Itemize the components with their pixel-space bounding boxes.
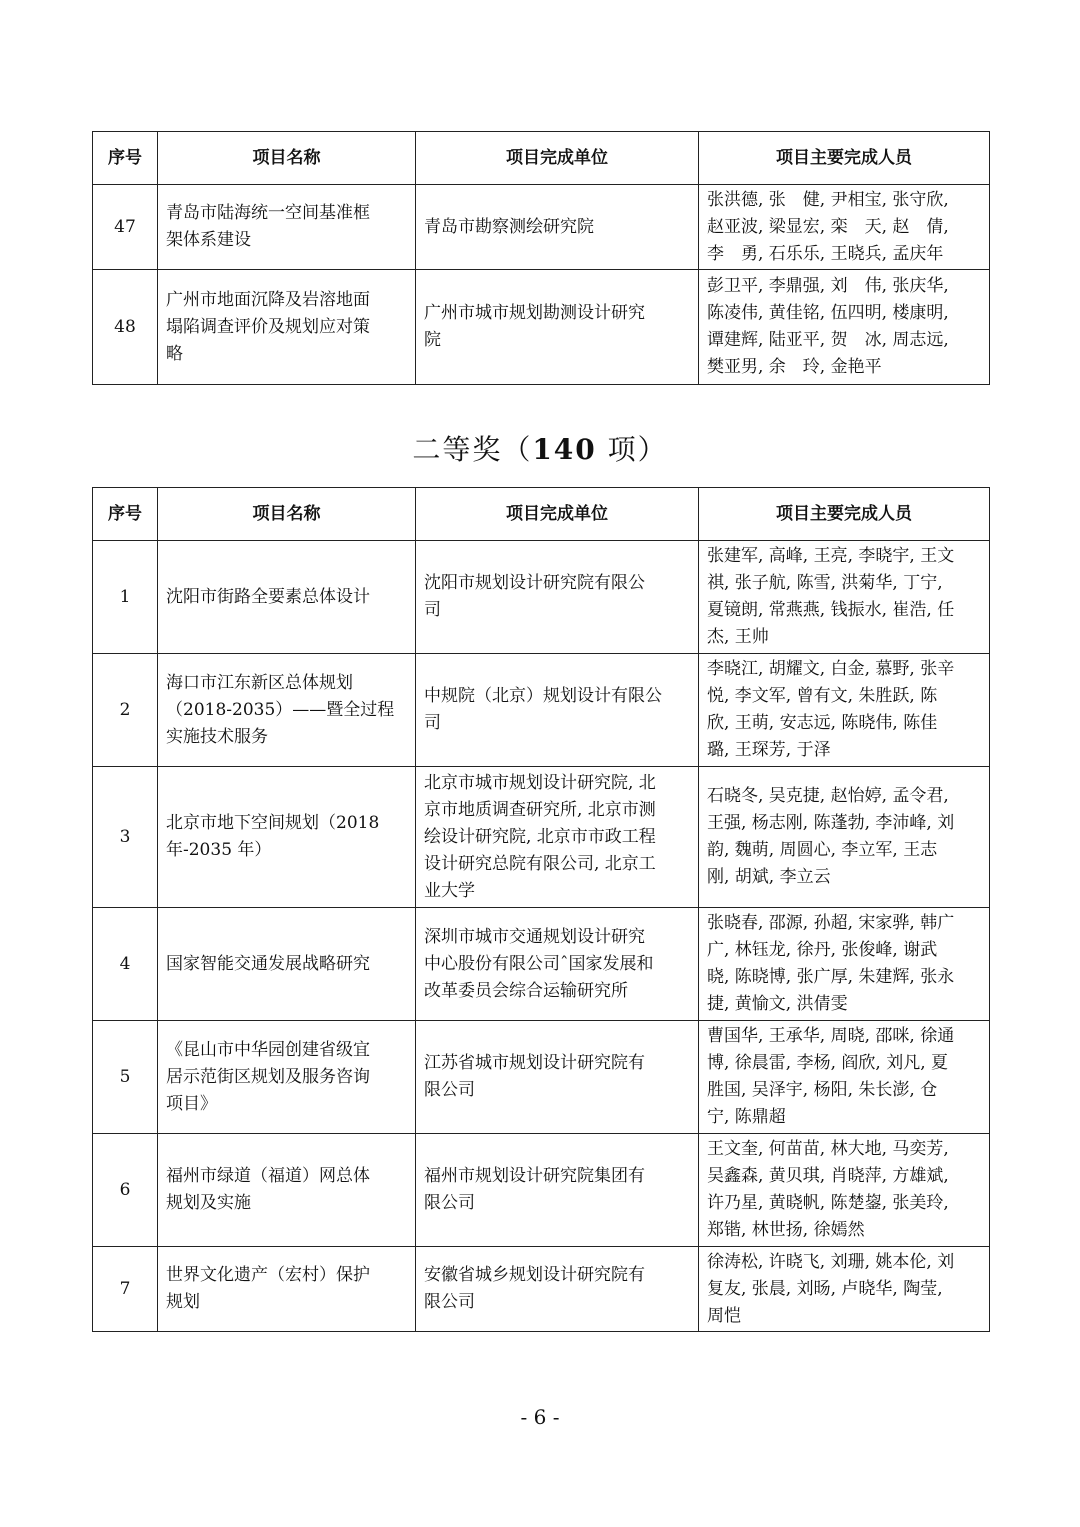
row-number: 48 bbox=[93, 270, 158, 385]
row-number: 4 bbox=[93, 908, 158, 1021]
completing-unit: 北京市城市规划设计研究院, 北 京市地质调查研究所, 北京市测 绘设计研究院, 北京市市政工程 设计研究总院有限公司, 北京工 业大学 bbox=[416, 767, 699, 908]
table-row bbox=[93, 767, 990, 908]
header-project-name: 项目名称 bbox=[158, 132, 416, 185]
second-prize-table bbox=[92, 487, 990, 1332]
table-row bbox=[93, 1021, 990, 1134]
table-row bbox=[93, 541, 990, 654]
main-personnel: 石晓冬, 吴克捷, 赵怡婷, 孟令君, 王强, 杨志刚, 陈蓬勃, 李沛峰, 刘 韵, 魏萌, 周圆心, 李立军, 王志 刚, 胡斌, 李立云 bbox=[699, 767, 990, 908]
table-row bbox=[93, 1247, 990, 1332]
table-row bbox=[93, 270, 990, 385]
completing-unit: 深圳市城市交通规划设计研究 中心股份有限公司ˆ国家发展和 改革委员会综合运输研究所 bbox=[416, 908, 699, 1021]
row-number: 3 bbox=[93, 767, 158, 908]
header-number: 序号 bbox=[93, 488, 158, 541]
project-name: 世界文化遗产（宏村）保护 规划 bbox=[158, 1247, 416, 1332]
main-personnel: 王文奎, 何苗苗, 林大地, 马奕芳, 吴鑫森, 黄贝琪, 肖晓萍, 方雄斌, 许乃星, 黄晓帆, 陈楚鋆, 张美玲, 郑锴, 林世扬, 徐嫣然 bbox=[699, 1134, 990, 1247]
first-prize-table bbox=[92, 131, 990, 385]
page-number: - 6 - bbox=[520, 1405, 560, 1429]
main-personnel: 张建军, 高峰, 王亮, 李晓宇, 王文 祺, 张子航, 陈雪, 洪菊华, 丁宁, 夏镜朗, 常燕燕, 钱振水, 崔浩, 任 杰, 王帅 bbox=[699, 541, 990, 654]
header-main-personnel: 项目主要完成人员 bbox=[699, 132, 990, 185]
main-personnel: 张晓春, 邵源, 孙超, 宋家骅, 韩广 广, 林钰龙, 徐丹, 张俊峰, 谢武 晓, 陈晓博, 张广厚, 朱建辉, 张永 捷, 黄愉文, 洪倩雯 bbox=[699, 908, 990, 1021]
row-number: 5 bbox=[93, 1021, 158, 1134]
header-completing-unit: 项目完成单位 bbox=[416, 488, 699, 541]
table-header-row bbox=[93, 132, 990, 185]
row-number: 1 bbox=[93, 541, 158, 654]
header-number: 序号 bbox=[93, 132, 158, 185]
project-name: 福州市绿道（福道）网总体 规划及实施 bbox=[158, 1134, 416, 1247]
main-personnel: 彭卫平, 李鼎强, 刘 伟, 张庆华, 陈凌伟, 黄佳铭, 伍四明, 楼康明, 谭建辉, 陆亚平, 贺 冰, 周志远, 樊亚男, 余 玲, 金艳平 bbox=[699, 270, 990, 385]
project-name: 《昆山市中华园创建省级宜 居示范街区规划及服务咨询 项目》 bbox=[158, 1021, 416, 1134]
table-row bbox=[93, 1134, 990, 1247]
project-name: 沈阳市街路全要素总体设计 bbox=[158, 541, 416, 654]
table-row bbox=[93, 654, 990, 767]
project-name: 国家智能交通发展战略研究 bbox=[158, 908, 416, 1021]
project-name: 广州市地面沉降及岩溶地面 塌陷调查评价及规划应对策 略 bbox=[158, 270, 416, 385]
heading-prefix: 二等奖（ bbox=[412, 433, 533, 466]
completing-unit: 江苏省城市规划设计研究院有 限公司 bbox=[416, 1021, 699, 1134]
table-row bbox=[93, 185, 990, 270]
completing-unit: 福州市规划设计研究院集团有 限公司 bbox=[416, 1134, 699, 1247]
header-project-name: 项目名称 bbox=[158, 488, 416, 541]
row-number: 7 bbox=[93, 1247, 158, 1332]
main-personnel: 徐涛松, 许晓飞, 刘珊, 姚本伦, 刘 复友, 张晨, 刘旸, 卢晓华, 陶莹, 周恺 bbox=[699, 1247, 990, 1332]
header-main-personnel: 项目主要完成人员 bbox=[699, 488, 990, 541]
heading-suffix: 项） bbox=[596, 433, 668, 466]
header-completing-unit: 项目完成单位 bbox=[416, 132, 699, 185]
row-number: 6 bbox=[93, 1134, 158, 1247]
completing-unit: 沈阳市规划设计研究院有限公 司 bbox=[416, 541, 699, 654]
table-header-row bbox=[93, 488, 990, 541]
project-name: 海口市江东新区总体规划 （2018-2035）——暨全过程 实施技术服务 bbox=[158, 654, 416, 767]
heading-count: 140 bbox=[532, 433, 597, 466]
project-name: 北京市地下空间规划（2018 年-2035 年） bbox=[158, 767, 416, 908]
completing-unit: 安徽省城乡规划设计研究院有 限公司 bbox=[416, 1247, 699, 1332]
completing-unit: 广州市城市规划勘测设计研究 院 bbox=[416, 270, 699, 385]
project-name: 青岛市陆海统一空间基准框 架体系建设 bbox=[158, 185, 416, 270]
row-number: 2 bbox=[93, 654, 158, 767]
table-row bbox=[93, 908, 990, 1021]
completing-unit: 青岛市勘察测绘研究院 bbox=[416, 185, 699, 270]
main-personnel: 张洪德, 张 健, 尹相宝, 张守欣, 赵亚波, 梁显宏, 栾 天, 赵 倩, 李 勇, 石乐乐, 王晓兵, 孟庆年 bbox=[699, 185, 990, 270]
section-heading-second-prize bbox=[0, 428, 1080, 468]
row-number: 47 bbox=[93, 185, 158, 270]
main-personnel: 李晓江, 胡耀文, 白金, 慕野, 张辛 悦, 李文军, 曾有文, 朱胜跃, 陈 欣, 王萌, 安志远, 陈晓伟, 陈佳 璐, 王琛芳, 于泽 bbox=[699, 654, 990, 767]
main-personnel: 曹国华, 王承华, 周晓, 邵咪, 徐通 博, 徐晨雷, 李杨, 阎欣, 刘凡, 夏 胜国, 吴泽宇, 杨阳, 朱长澎, 仓 宁, 陈鼎超 bbox=[699, 1021, 990, 1134]
completing-unit: 中规院（北京）规划设计有限公 司 bbox=[416, 654, 699, 767]
